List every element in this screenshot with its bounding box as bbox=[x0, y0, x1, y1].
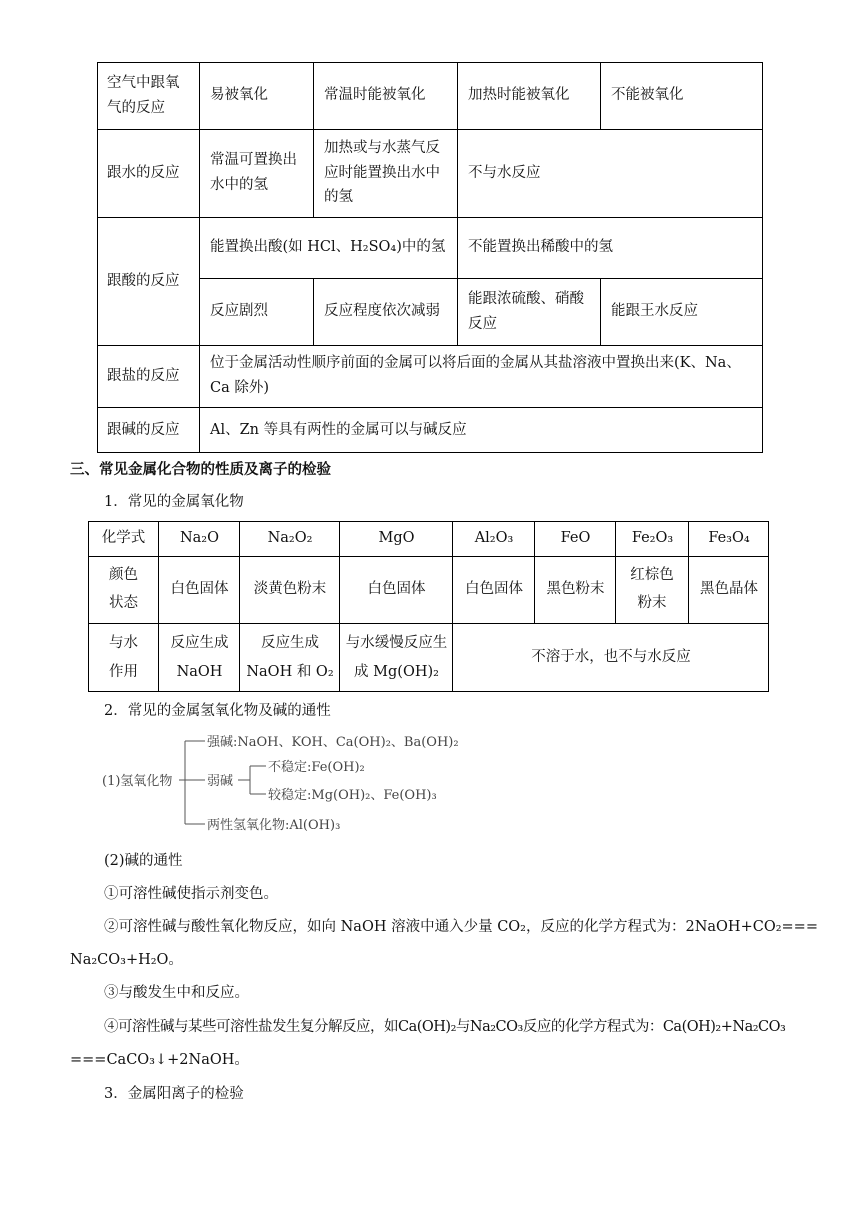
table1-row-label: 跟酸的反应 bbox=[107, 272, 180, 289]
paragraph: ②可溶性碱与酸性氧化物反应，如向 NaOH 溶液中通入少量 CO₂，反应的化学方程式为：2NaOH+CO₂=== bbox=[104, 919, 818, 935]
table1-cell: 不与水反应 bbox=[468, 164, 541, 181]
table2-cell: 白色固体 bbox=[170, 580, 229, 597]
table2-cell: 淡黄色粉末 bbox=[253, 580, 327, 597]
table1-cell: 不能被氧化 bbox=[611, 87, 684, 104]
diagram-stable: 较稳定:Mg(OH)₂、Fe(OH)₃ bbox=[268, 788, 437, 803]
table1-row-label: 跟水的反应 bbox=[107, 164, 180, 181]
table1-row-label: 空气中跟氧气的反应 bbox=[107, 74, 180, 116]
diagram-weak-base: 弱碱 bbox=[207, 774, 234, 789]
table2-cell: 反应生成NaOH 和 O₂ bbox=[246, 634, 334, 680]
diagram-root: (1)氢氧化物 bbox=[102, 774, 173, 789]
table2-row-label: 与水作用 bbox=[109, 634, 138, 680]
table1-cell: 加热或与水蒸气反应时能置换出水中的氢 bbox=[324, 140, 440, 206]
metal-oxides-table bbox=[88, 521, 769, 692]
table1-cell: 反应程度依次减弱 bbox=[324, 303, 440, 320]
table2-header-cell: Fe₂O₃ bbox=[631, 529, 674, 546]
table2-cell: 白色固体 bbox=[465, 580, 523, 597]
paragraph: ===CaCO₃↓+2NaOH。 bbox=[70, 1052, 249, 1068]
table2-cell: 与水缓慢反应生成 Mg(OH)₂ bbox=[345, 634, 448, 680]
hydroxide-classification-diagram bbox=[90, 726, 470, 838]
table2-header-cell: 化学式 bbox=[101, 529, 146, 546]
paragraph: ③与酸发生中和反应。 bbox=[104, 985, 249, 1001]
table1-row-label: 跟碱的反应 bbox=[107, 421, 180, 438]
table2-header-cell: Fe₃O₄ bbox=[708, 529, 750, 546]
table2-header-cell: FeO bbox=[560, 529, 591, 546]
table1-cell: 常温时能被氧化 bbox=[324, 87, 426, 104]
table2-cell: 反应生成NaOH bbox=[170, 634, 229, 680]
table1-cell: 易被氧化 bbox=[210, 87, 268, 104]
subsection-title: 1．常见的金属氧化物 bbox=[104, 494, 244, 510]
table1-cell: 能置换出酸(如 HCl、H₂SO₄)中的氢 bbox=[210, 239, 446, 256]
table2-row-label: 颜色状态 bbox=[109, 566, 138, 611]
table2-cell: 黑色晶体 bbox=[700, 580, 758, 597]
paragraph: Na₂CO₃+H₂O。 bbox=[70, 952, 183, 968]
table2-cell: 白色固体 bbox=[367, 580, 426, 597]
diagram-strong-base: 强碱:NaOH、KOH、Ca(OH)₂、Ba(OH)₂ bbox=[207, 735, 459, 750]
table1-row-label: 跟盐的反应 bbox=[107, 367, 180, 384]
subsection-title: 3．金属阳离子的检验 bbox=[104, 1086, 244, 1102]
table1-cell: Al、Zn 等具有两性的金属可以与碱反应 bbox=[210, 421, 467, 438]
subsection-title: 2．常见的金属氢氧化物及碱的通性 bbox=[104, 703, 331, 719]
table2-cell: 黑色粉末 bbox=[546, 580, 605, 597]
table1-cell: 能跟王水反应 bbox=[611, 303, 698, 320]
diagram-amphoteric: 两性氢氧化物:Al(OH)₃ bbox=[207, 818, 341, 833]
metal-reactions-table bbox=[97, 62, 763, 453]
paragraph: ①可溶性碱使指示剂变色。 bbox=[104, 886, 278, 902]
diagram-unstable: 不稳定:Fe(OH)₂ bbox=[268, 760, 365, 775]
table1-cell: 加热时能被氧化 bbox=[468, 87, 570, 104]
table1-cell: 反应剧烈 bbox=[210, 303, 268, 320]
table1-cell: 位于金属活动性顺序前面的金属可以将后面的金属从其盐溶液中置换出来(K、Na、Ca 除外) bbox=[210, 355, 741, 396]
section-title: 三、常见金属化合物的性质及离子的检验 bbox=[70, 461, 331, 478]
paragraph: (2)碱的通性 bbox=[104, 853, 183, 869]
table2-header-cell: Na₂O bbox=[179, 529, 220, 546]
table2-header-cell: MgO bbox=[378, 529, 415, 546]
table1-cell: 不能置换出稀酸中的氢 bbox=[468, 239, 613, 256]
table2-cell: 红棕色粉末 bbox=[630, 566, 674, 611]
table2-header-cell: Na₂O₂ bbox=[267, 529, 313, 546]
table2-cell: 不溶于水，也不与水反应 bbox=[531, 648, 691, 665]
table1-cell: 常温可置换出水中的氢 bbox=[210, 152, 297, 193]
table1-cell: 能跟浓硫酸、硝酸反应 bbox=[468, 290, 584, 332]
paragraph: ④可溶性碱与某些可溶性盐发生复分解反应，如Ca(OH)₂与Na₂CO₃反应的化学方程式为：Ca(OH)₂+Na₂CO₃ bbox=[104, 1019, 786, 1035]
table2-header-cell: Al₂O₃ bbox=[474, 529, 514, 546]
